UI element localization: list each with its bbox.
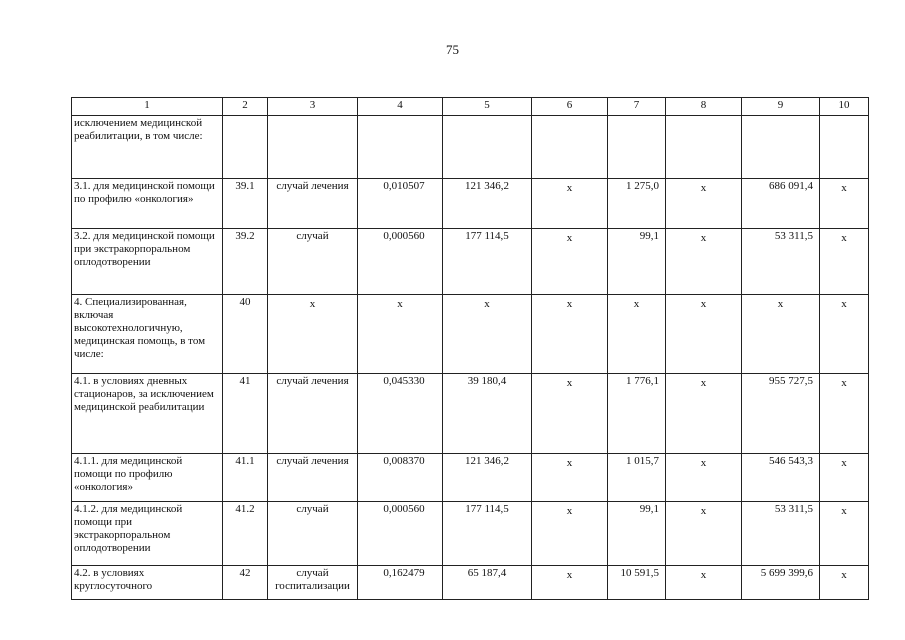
value-cell (532, 116, 608, 179)
value-cell: 99,1 (608, 502, 666, 566)
column-header: 6 (532, 98, 608, 116)
value-cell: x (666, 566, 742, 600)
table-row (72, 116, 869, 179)
value-cell: x (820, 502, 869, 566)
value-cell: x (532, 454, 608, 502)
row-code-cell: 39.2 (223, 229, 268, 295)
value-cell: x (443, 295, 532, 374)
column-header: 8 (666, 98, 742, 116)
value-cell: x (532, 229, 608, 295)
row-name-cell: 3.1. для медицинской помощи по профилю «онкология» (72, 179, 223, 229)
value-cell: x (666, 229, 742, 295)
table-row (72, 295, 869, 374)
column-header: 7 (608, 98, 666, 116)
value-cell: 65 187,4 (443, 566, 532, 600)
value-cell: 177 114,5 (443, 502, 532, 566)
column-header: 1 (72, 98, 223, 116)
row-name-cell: 4.1. в условиях дневных стационаров, за исключением медицинской реабилитации (72, 374, 223, 454)
value-cell (820, 116, 869, 179)
value-cell: 5 699 399,6 (742, 566, 820, 600)
value-cell: x (532, 295, 608, 374)
value-cell: 121 346,2 (443, 454, 532, 502)
value-cell: x (532, 502, 608, 566)
value-cell: 0,010507 (358, 179, 443, 229)
row-code-cell: 41.1 (223, 454, 268, 502)
value-cell: 686 091,4 (742, 179, 820, 229)
column-header: 10 (820, 98, 869, 116)
value-cell: x (820, 295, 869, 374)
unit-cell: случай (268, 502, 358, 566)
value-cell: x (666, 295, 742, 374)
page-number: 75 (446, 42, 459, 57)
value-cell: x (532, 179, 608, 229)
value-cell (358, 116, 443, 179)
value-cell: 0,045330 (358, 374, 443, 454)
value-cell: 53 311,5 (742, 502, 820, 566)
value-cell: x (820, 454, 869, 502)
row-name-cell: 4.1.2. для медицинской помощи при экстракорпоральном оплодотворении (72, 502, 223, 566)
value-cell: 53 311,5 (742, 229, 820, 295)
row-name-cell: 3.2. для медицинской помощи при экстракорпоральном оплодотворении (72, 229, 223, 295)
column-header: 3 (268, 98, 358, 116)
row-code-cell: 39.1 (223, 179, 268, 229)
table-row (72, 229, 869, 295)
unit-cell: x (268, 295, 358, 374)
value-cell: 177 114,5 (443, 229, 532, 295)
value-cell: 1 776,1 (608, 374, 666, 454)
row-code-cell (223, 116, 268, 179)
table-header-row (72, 98, 869, 116)
table-row (72, 502, 869, 566)
row-name-cell: исключением медицинской реабилитации, в том числе: (72, 116, 223, 179)
value-cell: 99,1 (608, 229, 666, 295)
unit-cell: случай лечения (268, 454, 358, 502)
row-name-cell: 4. Специализированная, включая высокотехнологичную, медицинская помощь, в том числе: (72, 295, 223, 374)
value-cell: 546 543,3 (742, 454, 820, 502)
value-cell (742, 116, 820, 179)
value-cell: x (666, 374, 742, 454)
value-cell: 0,008370 (358, 454, 443, 502)
row-code-cell: 41.2 (223, 502, 268, 566)
value-cell: x (666, 454, 742, 502)
value-cell: x (666, 179, 742, 229)
value-cell: 1 015,7 (608, 454, 666, 502)
unit-cell (268, 116, 358, 179)
table-row (72, 374, 869, 454)
value-cell: 0,000560 (358, 502, 443, 566)
unit-cell: случай (268, 229, 358, 295)
value-cell: 0,000560 (358, 229, 443, 295)
value-cell (443, 116, 532, 179)
value-cell (608, 116, 666, 179)
row-name-cell: 4.2. в условиях круглосуточного (72, 566, 223, 600)
column-header: 4 (358, 98, 443, 116)
value-cell: 39 180,4 (443, 374, 532, 454)
value-cell: 1 275,0 (608, 179, 666, 229)
value-cell: x (742, 295, 820, 374)
row-code-cell: 41 (223, 374, 268, 454)
value-cell: x (532, 374, 608, 454)
column-header: 9 (742, 98, 820, 116)
value-cell: x (820, 229, 869, 295)
unit-cell: случай лечения (268, 374, 358, 454)
data-table (71, 97, 869, 600)
unit-cell: случай госпитализации (268, 566, 358, 600)
value-cell: x (820, 566, 869, 600)
value-cell: 955 727,5 (742, 374, 820, 454)
value-cell: x (666, 502, 742, 566)
value-cell: 121 346,2 (443, 179, 532, 229)
column-header: 2 (223, 98, 268, 116)
unit-cell: случай лечения (268, 179, 358, 229)
table-row (72, 179, 869, 229)
value-cell: x (820, 179, 869, 229)
row-code-cell: 40 (223, 295, 268, 374)
value-cell: 10 591,5 (608, 566, 666, 600)
column-header: 5 (443, 98, 532, 116)
row-code-cell: 42 (223, 566, 268, 600)
table-row (72, 566, 869, 600)
value-cell: x (532, 566, 608, 600)
value-cell: x (608, 295, 666, 374)
row-name-cell: 4.1.1. для медицинской помощи по профилю «онкология» (72, 454, 223, 502)
value-cell (666, 116, 742, 179)
table-row (72, 454, 869, 502)
value-cell: x (358, 295, 443, 374)
value-cell: 0,162479 (358, 566, 443, 600)
value-cell: x (820, 374, 869, 454)
